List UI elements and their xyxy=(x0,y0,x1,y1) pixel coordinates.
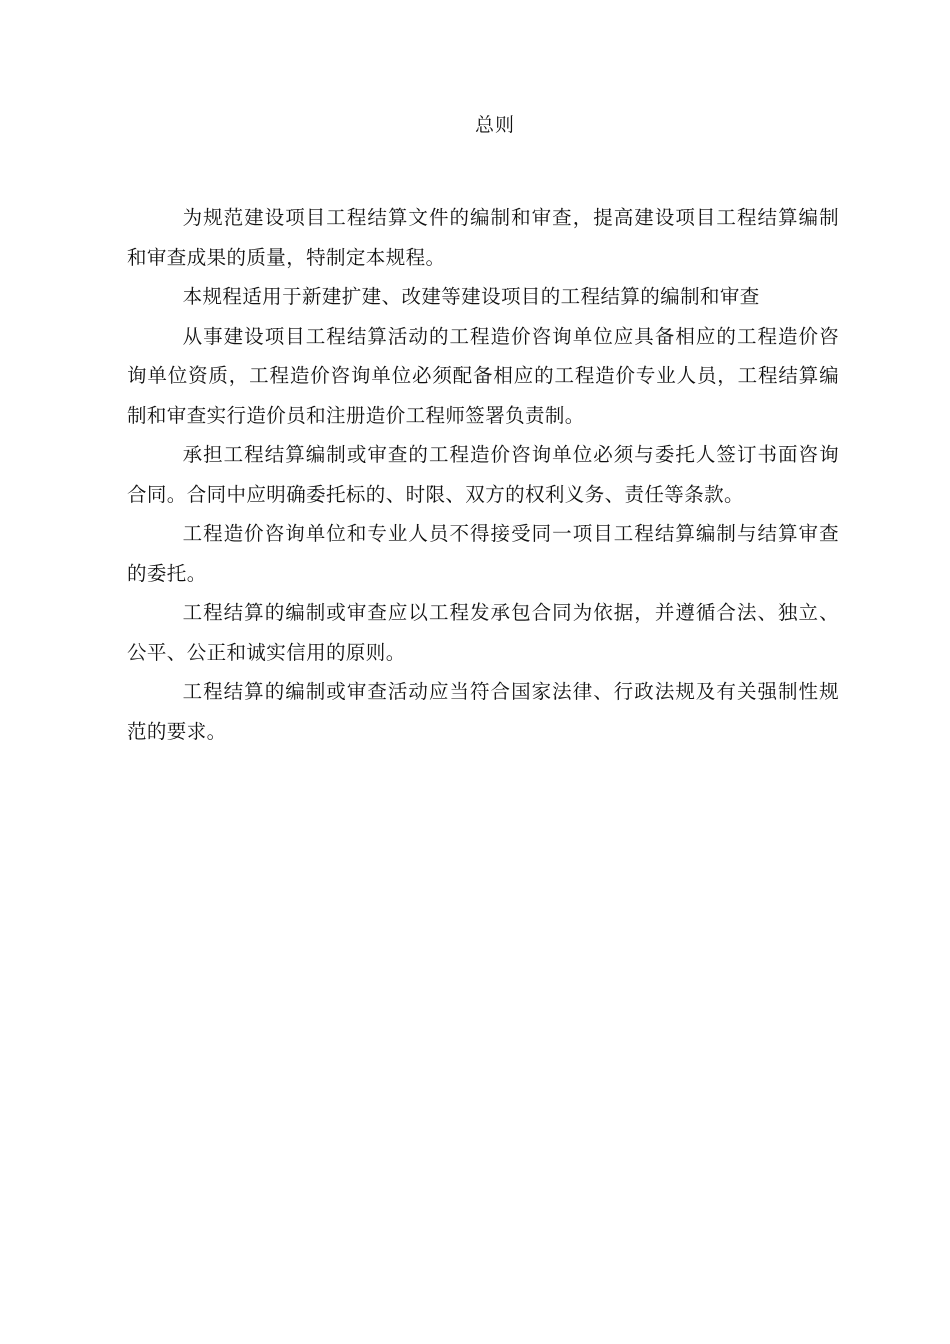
document-title: 总则 xyxy=(474,114,515,136)
paragraph-1: 为规范建设项目工程结算文件的编制和审查，提高建设项目工程结算编制和审查成果的质量，特制定本规程。 xyxy=(127,206,839,269)
paragraph-7: 工程结算的编制或审查活动应当符合国家法律、行政法规及有关强制性规范的要求。 xyxy=(127,680,839,743)
paragraph-5: 工程造价咨询单位和专业人员不得接受同一项目工程结算编制与结算审查的委托。 xyxy=(127,522,839,585)
paragraph-3: 从事建设项目工程结算活动的工程造价咨询单位应具备相应的工程造价咨询单位资质，工程造价咨询单位必须配备相应的工程造价专业人员，工程结算编制和审查实行造价员和注册造价工程师签署负责制。 xyxy=(127,324,839,427)
paragraph-2: 本规程适用于新建扩建、改建等建设项目的工程结算的编制和审查 xyxy=(182,285,760,308)
paragraph-6: 工程结算的编制或审查应以工程发承包合同为依据，并遵循合法、独立、公平、公正和诚实信用的原则。 xyxy=(127,601,839,664)
paragraph-4: 承担工程结算编制或审查的工程造价咨询单位必须与委托人签订书面咨询合同。合同中应明确委托标的、时限、双方的权利义务、责任等条款。 xyxy=(127,443,839,506)
document-body xyxy=(127,198,839,751)
